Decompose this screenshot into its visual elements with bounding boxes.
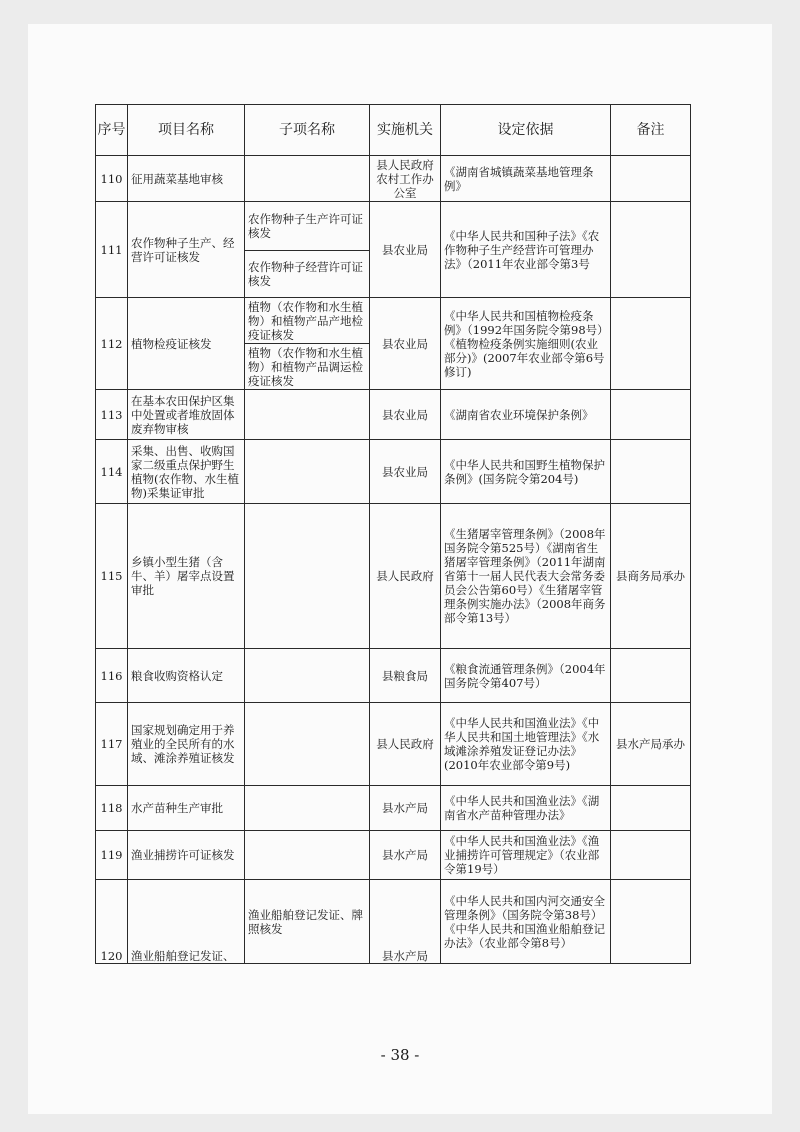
legal-basis: 《中华人民共和国种子法》《农作物种子生产经营许可管理办法》（2011年农业部令第3号 <box>441 202 611 298</box>
item-name: 征用蔬菜基地审核 <box>128 156 245 202</box>
table-row <box>96 786 691 831</box>
remarks <box>611 831 691 880</box>
remarks <box>611 440 691 504</box>
table-row <box>96 440 691 504</box>
legal-basis: 《中华人民共和国渔业法》《湖南省水产苗种管理办法》 <box>441 786 611 831</box>
sub-item <box>245 703 370 786</box>
remarks <box>611 202 691 298</box>
table-row <box>96 504 691 649</box>
row-number: 113 <box>96 390 128 440</box>
item-name: 渔业捕捞许可证核发 <box>128 831 245 880</box>
legal-basis: 《中华人民共和国渔业法》《渔业捕捞许可管理规定》（农业部令第19号） <box>441 831 611 880</box>
sub-item <box>245 156 370 202</box>
item-name: 植物检疫证核发 <box>128 298 245 390</box>
remarks: 县商务局承办 <box>611 504 691 649</box>
remarks <box>611 298 691 390</box>
authority: 县水产局 <box>370 880 441 964</box>
item-name: 国家规划确定用于养殖业的全民所有的水域、滩涂养殖证核发 <box>128 703 245 786</box>
legal-basis: 《中华人民共和国植物检疫条例》（1992年国务院令第98号）《植物检疫条例实施细则(农业部分)》(2007年农业部令第6号修订) <box>441 298 611 390</box>
page-number: - 38 - <box>380 1046 420 1064</box>
item-name: 在基本农田保护区集中处置或者堆放固体废弃物审核 <box>128 390 245 440</box>
table-row <box>96 298 691 344</box>
sub-item <box>245 786 370 831</box>
sub-item: 渔业船舶登记发证、牌照核发 <box>245 880 370 964</box>
item-name: 粮食收购资格认定 <box>128 649 245 703</box>
legal-basis: 《中华人民共和国渔业法》《中华人民共和国土地管理法》《水域滩涂养殖发证登记办法》(2010年农业部令第9号) <box>441 703 611 786</box>
sub-item: 农作物种子生产许可证核发 <box>245 202 370 251</box>
sub-item: 农作物种子经营许可证核发 <box>245 251 370 298</box>
row-number: 111 <box>96 202 128 298</box>
authority: 县人民政府 <box>370 504 441 649</box>
table-row <box>96 156 691 202</box>
header-item-name: 项目名称 <box>128 105 245 156</box>
row-number: 120 <box>96 880 128 964</box>
legal-basis: 《粮食流通管理条例》（2004年国务院令第407号） <box>441 649 611 703</box>
item-name: 水产苗种生产审批 <box>128 786 245 831</box>
authority: 县粮食局 <box>370 649 441 703</box>
authority: 县水产局 <box>370 831 441 880</box>
sub-item <box>245 504 370 649</box>
header-authority: 实施机关 <box>370 105 441 156</box>
table-row <box>96 831 691 880</box>
authority: 县农业局 <box>370 298 441 390</box>
remarks: 县水产局承办 <box>611 703 691 786</box>
remarks <box>611 786 691 831</box>
header-remarks: 备注 <box>611 105 691 156</box>
sub-item: 植物（农作物和水生植物）和植物产品调运检疫证核发 <box>245 344 370 390</box>
legal-basis: 《中华人民共和国内河交通安全管理条例》（国务院令第38号）《中华人民共和国渔业船舶登记办法》（农业部令第8号） <box>441 880 611 964</box>
legal-basis: 《生猪屠宰管理条例》（2008年国务院令第525号）《湖南省生猪屠宰管理条例》（2011年湖南省第十一届人民代表大会常务委员会公告第60号）《生猪屠宰管理条例实施办法》（2008年商务部令第13号） <box>441 504 611 649</box>
table-row <box>96 202 691 251</box>
authority: 县人民政府农村工作办公室 <box>370 156 441 202</box>
table-row <box>96 703 691 786</box>
header-sub-item: 子项名称 <box>245 105 370 156</box>
item-name: 农作物种子生产、经营许可证核发 <box>128 202 245 298</box>
table-row <box>96 880 691 964</box>
remarks <box>611 649 691 703</box>
item-name: 乡镇小型生猪（含牛、羊）屠宰点设置审批 <box>128 504 245 649</box>
table-header-row <box>96 105 691 156</box>
legal-basis: 《湖南省城镇蔬菜基地管理条例》 <box>441 156 611 202</box>
row-number: 117 <box>96 703 128 786</box>
legal-basis: 《中华人民共和国野生植物保护条例》(国务院令第204号) <box>441 440 611 504</box>
authority: 县人民政府 <box>370 703 441 786</box>
table-row <box>96 649 691 703</box>
remarks <box>611 156 691 202</box>
item-name: 渔业船舶登记发证、 <box>128 880 245 964</box>
authority: 县农业局 <box>370 390 441 440</box>
header-no: 序号 <box>96 105 128 156</box>
row-number: 110 <box>96 156 128 202</box>
row-number: 116 <box>96 649 128 703</box>
remarks <box>611 880 691 964</box>
sub-item <box>245 440 370 504</box>
sub-item: 植物（农作物和水生植物）和植物产品产地检疫证核发 <box>245 298 370 344</box>
sub-item <box>245 649 370 703</box>
row-number: 114 <box>96 440 128 504</box>
row-number: 112 <box>96 298 128 390</box>
sub-item <box>245 831 370 880</box>
sub-item <box>245 390 370 440</box>
item-name: 采集、出售、收购国家二级重点保护野生植物(农作物、水生植物)采集证审批 <box>128 440 245 504</box>
legal-basis: 《湖南省农业环境保护条例》 <box>441 390 611 440</box>
authority: 县农业局 <box>370 440 441 504</box>
row-number: 118 <box>96 786 128 831</box>
row-number: 119 <box>96 831 128 880</box>
approval-items-table <box>95 104 691 964</box>
table-row <box>96 390 691 440</box>
authority: 县水产局 <box>370 786 441 831</box>
row-number: 115 <box>96 504 128 649</box>
authority: 县农业局 <box>370 202 441 298</box>
remarks <box>611 390 691 440</box>
header-basis: 设定依据 <box>441 105 611 156</box>
